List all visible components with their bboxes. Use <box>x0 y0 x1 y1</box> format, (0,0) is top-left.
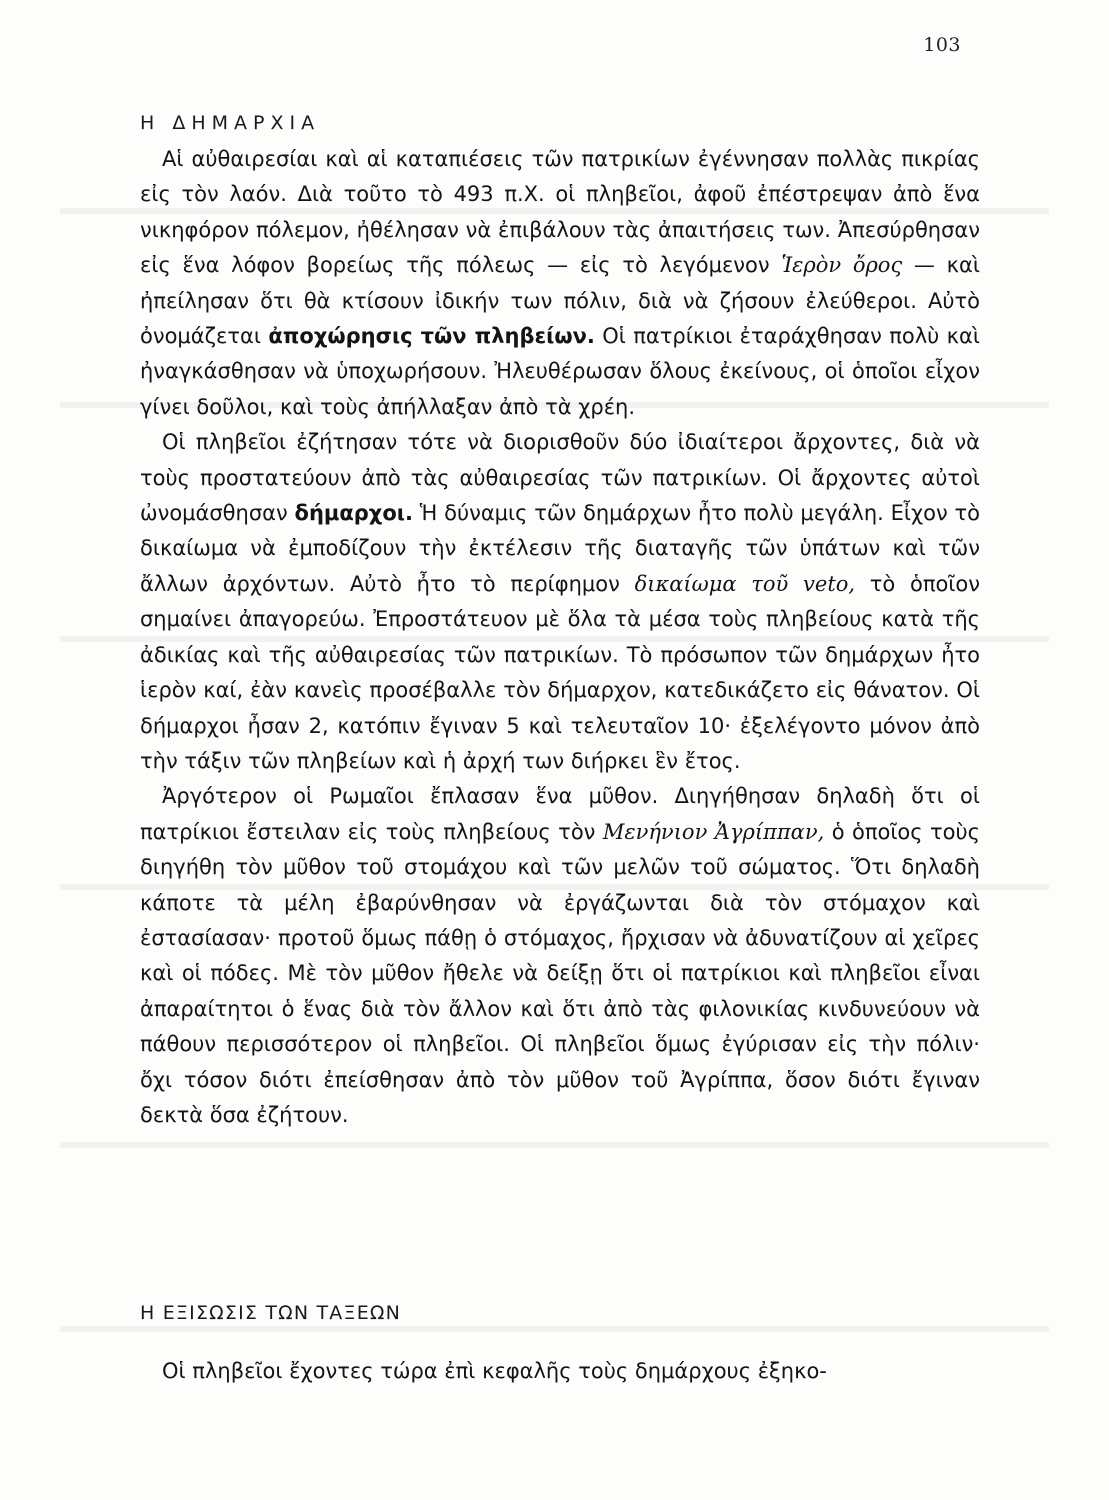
paragraph-text: ὁ ὁποῖος τοὺς διηγήθη τὸν μῦθον τοῦ στομάχου καὶ τῶν μελῶν τοῦ σώματος. Ὅτι δηλαδὴ κάποτε τὰ μέλη ἐβαρύνθησαν νὰ ἐργάζωνται διὰ τὸν στόμαχον καὶ ἐστασίασαν· προτοῦ ὅμως πάθῃ ὁ στόμαχος, ἤρχισαν νὰ ἀδυνατίζουν αἱ χεῖρες καὶ οἱ πόδες. Μὲ τὸν μῦθον ἤθελε νὰ δείξῃ ὅτι οἱ πατρίκιοι καὶ πληβεῖοι εἶναι ἀπαραίτητοι ὁ ἕνας διὰ τὸν ἄλλον καὶ ὅτι ἀπὸ τὰς φιλονικίας κινδυνεύουν νὰ πάθουν περισσότερον οἱ πληβεῖοι. Οἱ πληβεῖοι ὅμως ἐγύρισαν εἰς τὴν πόλιν· ὄχι τόσον διότι ἐπείσθησαν ἀπὸ τὸν μῦθον τοῦ Ἀγρίππα, ὅσον διότι ἔγιναν δεκτὰ ὅσα ἐζήτουν. <box>140 819 980 1127</box>
section-body-exisosis <box>140 1354 980 1389</box>
paragraph <box>140 779 980 1133</box>
section-heading-exisosis: Η ΕΞΙΣΩΣΙΣ ΤΩΝ ΤΑΞΕΩΝ <box>140 1302 402 1324</box>
paragraph <box>140 1354 980 1389</box>
paragraph-text: Ἡ δύναμις τῶν δημάρχων ἦτο πολὺ μεγάλη. Εἶχον τὸ δικαίωμα νὰ ἐμποδίζουν τὴν ἐκτέλεσιν τῆς διαταγῆς τῶν ὑπάτων καὶ τῶν ἄλλων ἀρχόντων. Αὐτὸ ἦτο τὸ περίφημον <box>140 501 980 596</box>
italic-term: Ἱερὸν ὄρος <box>781 253 903 278</box>
section-heading-dimarchia: Η ΔΗΜΑΡΧΙΑ <box>140 112 321 134</box>
paragraph-text: Αἱ αὐθαιρεσίαι καὶ αἱ καταπιέσεις τῶν πατρικίων ἐγέννησαν πολλὰς πικρίας εἰς τὸν λαόν. Διὰ τοῦτο τὸ 493 π.Χ. οἱ πληβεῖοι, ἀφοῦ ἐπέστρεψαν ἀπὸ ἕνα νικηφόρον πόλεμον, ἠθέλησαν νὰ ἐπιβάλουν τὰς ἀπαιτήσεις των. Ἀπεσύρθησαν εἰς ἕνα λόφον βορείως τῆς πόλεως — εἰς τὸ λεγόμενον <box>140 147 980 278</box>
bold-term: ἀποχώρησις τῶν πληβείων. <box>268 324 595 349</box>
paragraph-text: τὸ ὁποῖον σημαίνει ἀπαγορεύω. Ἐπροστάτευον μὲ ὅλα τὰ μέσα τοὺς πληβείους κατὰ τῆς ἀδικίας καὶ τῆς αὐθαιρεσίας τῶν πατρικίων. Τὸ πρόσωπον τῶν δημάρχων ἦτο ἱερὸν καί, ἐὰν κανεὶς προσέβαλλε τὸν δήμαρχον, κατεδικάζετο εἰς θάνατον. Οἱ δήμαρχοι ἦσαν 2, κατόπιν ἔγιναν 5 καὶ τελευταῖον 10· ἐξελέγοντο μόνον ἀπὸ τὴν τάξιν τῶν πληβείων καὶ ἡ ἀρχή των διήρκει ἓν ἔτος. <box>140 571 980 773</box>
paragraph-text: — καὶ ἠπείλησαν ὅτι θὰ κτίσουν ἰδικήν των πόλιν, διὰ νὰ ζήσουν ἐλεύθεροι. Αὐτὸ ὀνομάζεται <box>140 253 980 349</box>
paragraph <box>140 142 980 425</box>
section-body-dimarchia <box>140 142 980 1133</box>
bold-term: δήμαρχοι. <box>294 501 413 526</box>
paragraph-text: Οἱ πληβεῖοι ἐζήτησαν τότε νὰ διορισθοῦν δύο ἰδιαίτεροι ἄρχοντες, διὰ νὰ τοὺς προστατεύουν ἀπὸ τὰς αὐθαιρεσίας τῶν πατρικίων. Οἱ ἄρχοντες αὐτοὶ ὠνομάσθησαν <box>140 430 980 526</box>
paragraph-text: Ἀργότερον οἱ Ρωμαῖοι ἔπλασαν ἕνα μῦθον. Διηγήθησαν δηλαδὴ ὅτι οἱ πατρίκιοι ἔστειλαν εἰς τοὺς πληβείους τὸν <box>140 784 980 844</box>
italic-term: δικαίωμα τοῦ veto, <box>634 571 856 596</box>
paragraph-text: Οἱ πατρίκιοι ἐταράχθησαν πολὺ καὶ ἠναγκάσθησαν νὰ ὑποχωρήσουν. Ἠλευθέρωσαν ὅλους ἐκείνους, οἱ ὁποῖοι εἶχον γίνει δοῦλοι, καὶ τοὺς ἀπήλλαξαν ἀπὸ τὰ χρέη. <box>140 324 980 419</box>
page-number: 103 <box>923 34 961 56</box>
italic-term: Μενήνιον Ἀγρίππαν, <box>602 819 825 844</box>
paragraph-text: Οἱ πληβεῖοι ἔχοντες τώρα ἐπὶ κεφαλῆς τοὺς δημάρχους ἐξηκο- <box>162 1359 827 1383</box>
bleed-through-mark <box>60 1326 1049 1332</box>
paragraph <box>140 425 980 779</box>
bleed-through-mark <box>60 1142 1049 1148</box>
